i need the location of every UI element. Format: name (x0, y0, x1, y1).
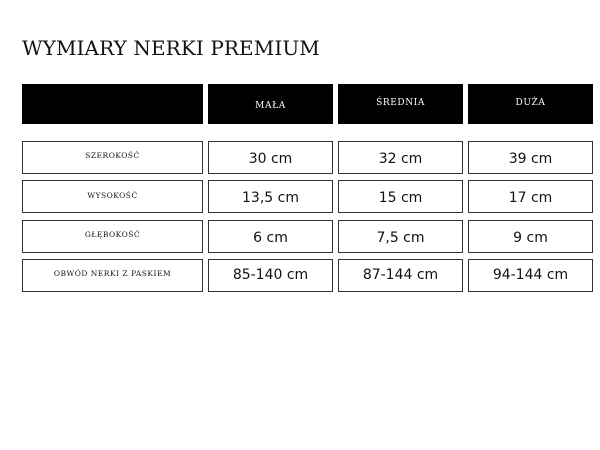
header-cell-empty (22, 84, 203, 124)
row-label: GŁĘBOKOŚĆ (84, 230, 141, 239)
cell-value: 17 cm (508, 189, 553, 206)
table-cell (468, 259, 593, 292)
cell-value: 85-140 cm (232, 266, 309, 283)
header-cell-small (208, 84, 333, 124)
cell-value: 32 cm (378, 150, 423, 167)
cell-value: 30 cm (248, 150, 293, 167)
table-cell (208, 180, 333, 213)
row-label-depth (22, 220, 203, 253)
row-label: OBWÓD NERKI Z PASKIEM (53, 269, 172, 278)
table-cell (338, 259, 463, 292)
table-cell (338, 180, 463, 213)
row-label: WYSOKOŚĆ (87, 191, 138, 200)
cell-value: 39 cm (508, 150, 553, 167)
header-label: ŚREDNIA (376, 98, 425, 108)
cell-value: 13,5 cm (242, 189, 299, 206)
table-cell (468, 220, 593, 253)
header-cell-medium (338, 84, 463, 124)
cell-value: 9 cm (513, 229, 548, 246)
table-cell (208, 259, 333, 292)
table-cell (468, 141, 593, 174)
header-label: DUŻA (515, 98, 546, 108)
row-label-circumference (22, 259, 203, 292)
table-cell (208, 220, 333, 253)
row-label: SZEROKOŚĆ (85, 151, 140, 160)
row-label-width (22, 141, 203, 174)
cell-value: 7,5 cm (376, 229, 425, 246)
table-cell (468, 180, 593, 213)
cell-value: 15 cm (378, 189, 423, 206)
table-cell (208, 141, 333, 174)
header-label: MAŁA (255, 101, 286, 111)
row-label-height (22, 180, 203, 213)
table-cell (338, 141, 463, 174)
cell-value: 6 cm (253, 229, 288, 246)
cell-value: 87-144 cm (362, 266, 439, 283)
cell-value: 94-144 cm (492, 266, 569, 283)
page-title: WYMIARY NERKI PREMIUM (22, 36, 320, 60)
table-cell (338, 220, 463, 253)
header-cell-large (468, 84, 593, 124)
